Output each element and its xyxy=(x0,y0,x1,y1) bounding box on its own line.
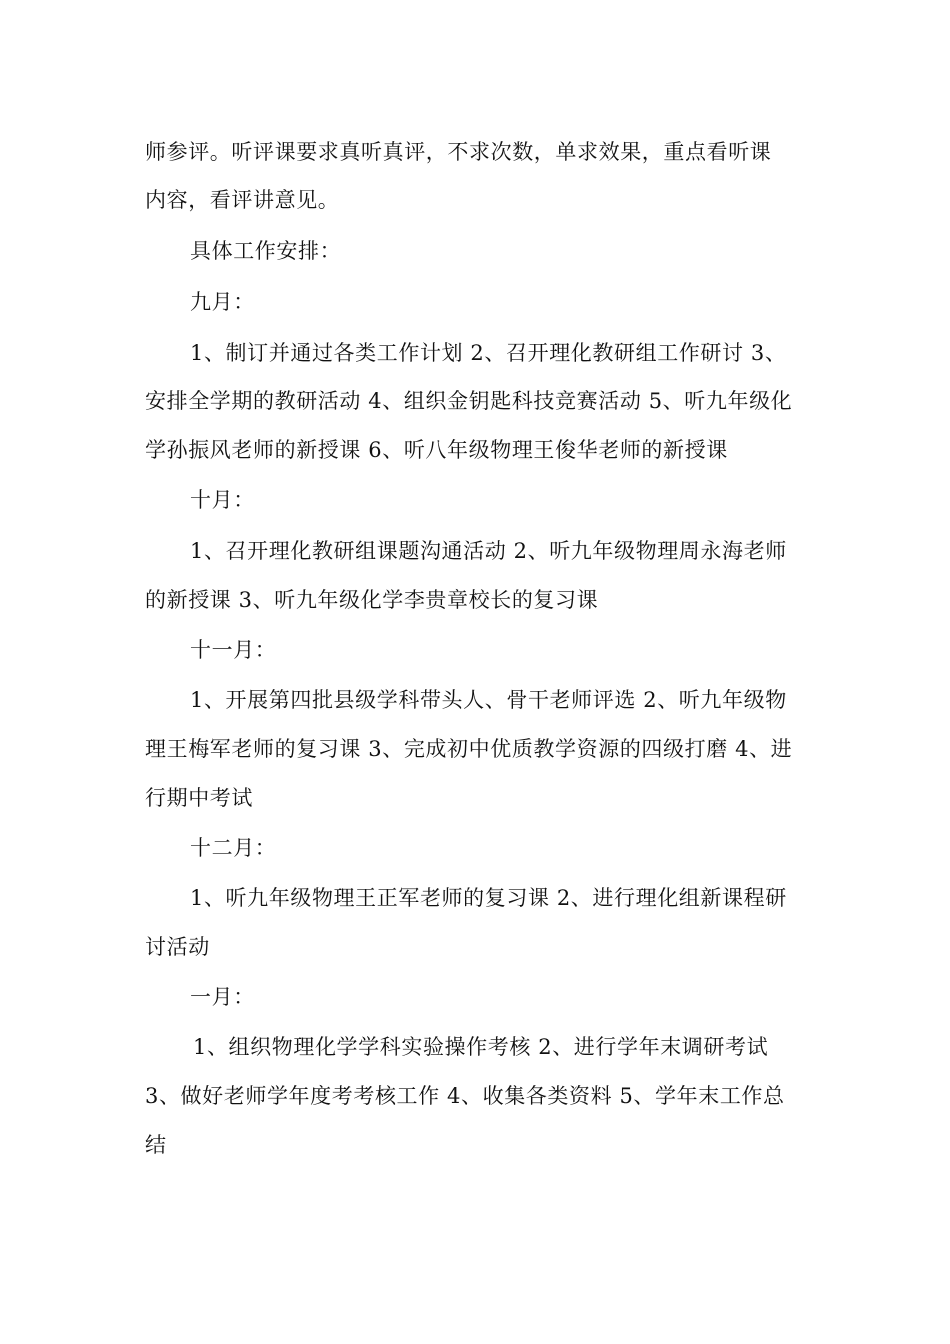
month-heading-october: 十月： xyxy=(190,488,255,512)
paragraph-line: 结 xyxy=(145,1133,167,1157)
paragraph-line: 1、制订并通过各类工作计划 2、召开理化教研组工作研讨 3、 xyxy=(190,341,787,365)
paragraph-line: 1、开展第四批县级学科带头人、骨干老师评选 2、听九年级物 xyxy=(190,688,787,712)
paragraph-line: 安排全学期的教研活动 4、组织金钥匙科技竞赛活动 5、听九年级化 xyxy=(145,389,793,413)
paragraph-line: 1、听九年级物理王正军老师的复习课 2、进行理化组新课程研 xyxy=(190,886,787,910)
month-heading-september: 九月： xyxy=(190,290,255,314)
paragraph-line: 1、组织物理化学学科实验操作考核 2、进行学年末调研考试 xyxy=(193,1035,769,1059)
paragraph-line: 1、召开理化教研组课题沟通活动 2、听九年级物理周永海老师 xyxy=(190,539,787,563)
paragraph-line: 讨活动 xyxy=(145,935,210,959)
paragraph-line: 理王梅军老师的复习课 3、完成初中优质教学资源的四级打磨 4、进 xyxy=(145,737,793,761)
month-heading-january: 一月： xyxy=(190,985,255,1009)
section-heading: 具体工作安排： xyxy=(190,239,342,263)
paragraph-line: 内容，看评讲意见。 xyxy=(145,188,340,212)
paragraph-line: 师参评。听评课要求真听真评，不求次数，单求效果，重点看听课 xyxy=(145,140,772,164)
paragraph-line: 的新授课 3、听九年级化学李贵章校长的复习课 xyxy=(145,588,599,612)
month-heading-december: 十二月： xyxy=(190,836,277,860)
paragraph-line: 行期中考试 xyxy=(145,786,253,810)
paragraph-line: 学孙振风老师的新授课 6、听八年级物理王俊华老师的新授课 xyxy=(145,438,728,462)
paragraph-line: 3、做好老师学年度考考核工作 4、收集各类资料 5、学年末工作总 xyxy=(145,1084,785,1108)
month-heading-november: 十一月： xyxy=(190,638,277,662)
